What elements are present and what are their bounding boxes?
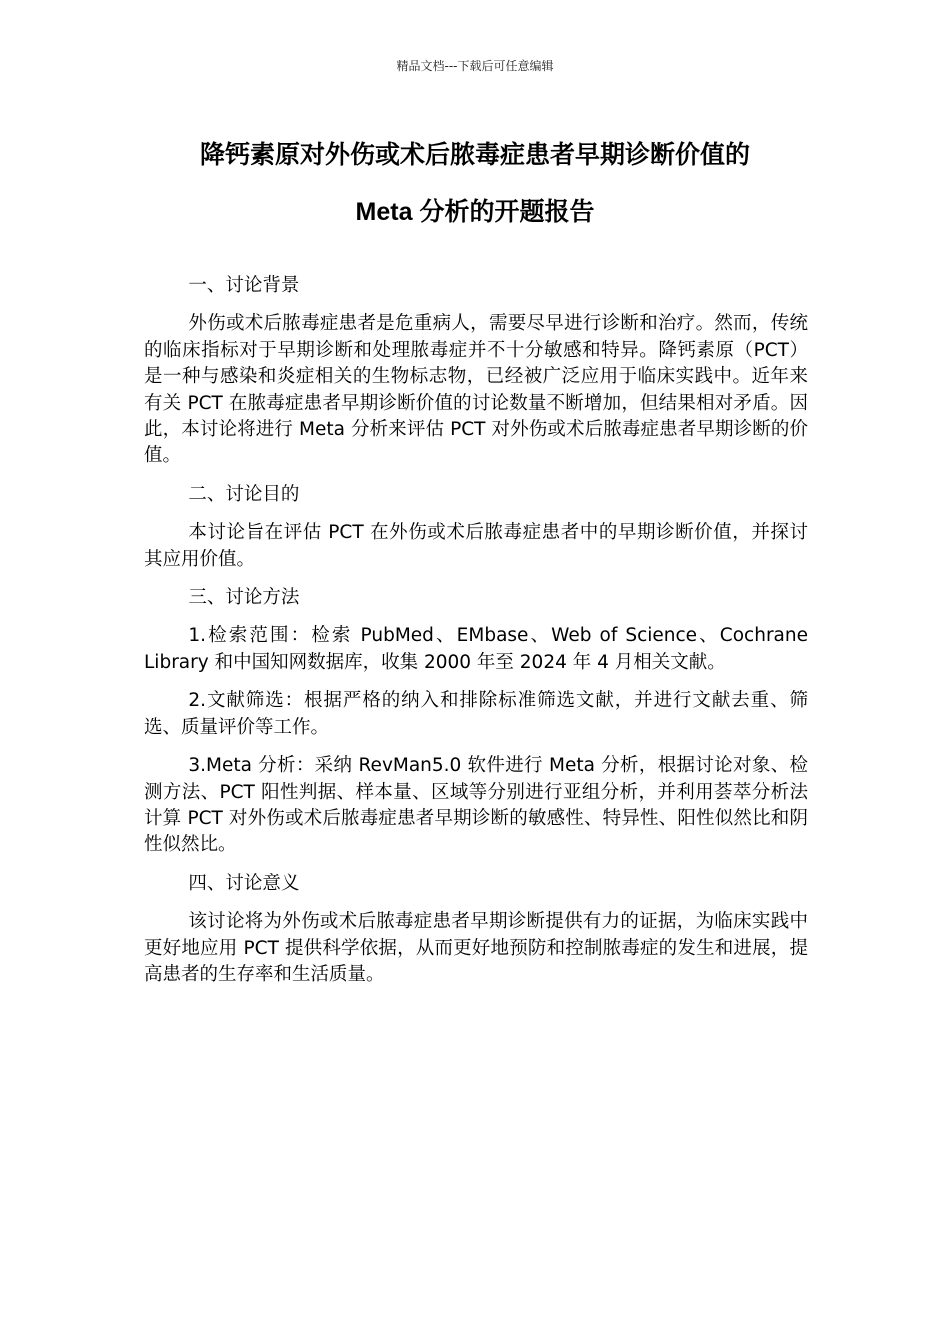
methods-item-search: 1.检索范围：检索 PubMed、EMbase、Web of Science、Cochrane Library 和中国知网数据库，收集 2000 年至 2024 年 4 月相关文献。 xyxy=(144,625,808,673)
methods-item-meta-analysis: 3.Meta 分析：采纳 RevMan5.0 软件进行 Meta 分析，根据讨论对象、检测方法、PCT 阳性判据、样本量、区域等分别进行亚组分析，并利用荟萃分析法计算 PCT 对外伤或术后脓毒症患者早期诊断的敏感性、特异性、阳性似然比和阴性似然比。 xyxy=(144,755,808,856)
paragraph-significance: 该讨论将为外伤或术后脓毒症患者早期诊断提供有力的证据，为临床实践中更好地应用 PCT 提供科学依据，从而更好地预防和控制脓毒症的发生和进展，提高患者的生存率和生活质量。 xyxy=(144,911,808,985)
document-title-line-1: 降钙素原对外伤或术后脓毒症患者早期诊断价值的 xyxy=(199,141,750,169)
section-heading-background: 一、讨论背景 xyxy=(188,275,300,296)
paragraph-objective: 本讨论旨在评估 PCT 在外伤或术后脓毒症患者中的早期诊断价值，并探讨其应用价值。 xyxy=(144,522,808,570)
section-heading-objective: 二、讨论目的 xyxy=(188,483,300,505)
document-body xyxy=(144,273,808,1000)
paragraph-background: 外伤或术后脓毒症患者是危重病人，需要尽早进行诊断和治疗。然而，传统的临床指标对于早期诊断和处理脓毒症并不十分敏感和特异。降钙素原（PCT）是一种与感染和炎症相关的生物标志物，已经被广泛应用于临床实践中。近年来有关 PCT 在脓毒症患者早期诊断价值的讨论数量不断增加，但结果相对矛盾。因此，本讨论将进行 Meta 分析来评估 PCT 对外伤或术后脓毒症患者早期诊断的价值。 xyxy=(144,313,808,467)
section-heading-methods: 三、讨论方法 xyxy=(188,587,300,609)
methods-item-screening: 2.文献筛选：根据严格的纳入和排除标准筛选文献，并进行文献去重、筛选、质量评价等工作。 xyxy=(144,690,808,738)
section-heading-significance: 四、讨论意义 xyxy=(188,872,300,894)
header-note: 精品文档---下载后可任意编辑 xyxy=(396,59,554,73)
document-title-line-2: Meta 分析的开题报告 xyxy=(355,198,595,226)
